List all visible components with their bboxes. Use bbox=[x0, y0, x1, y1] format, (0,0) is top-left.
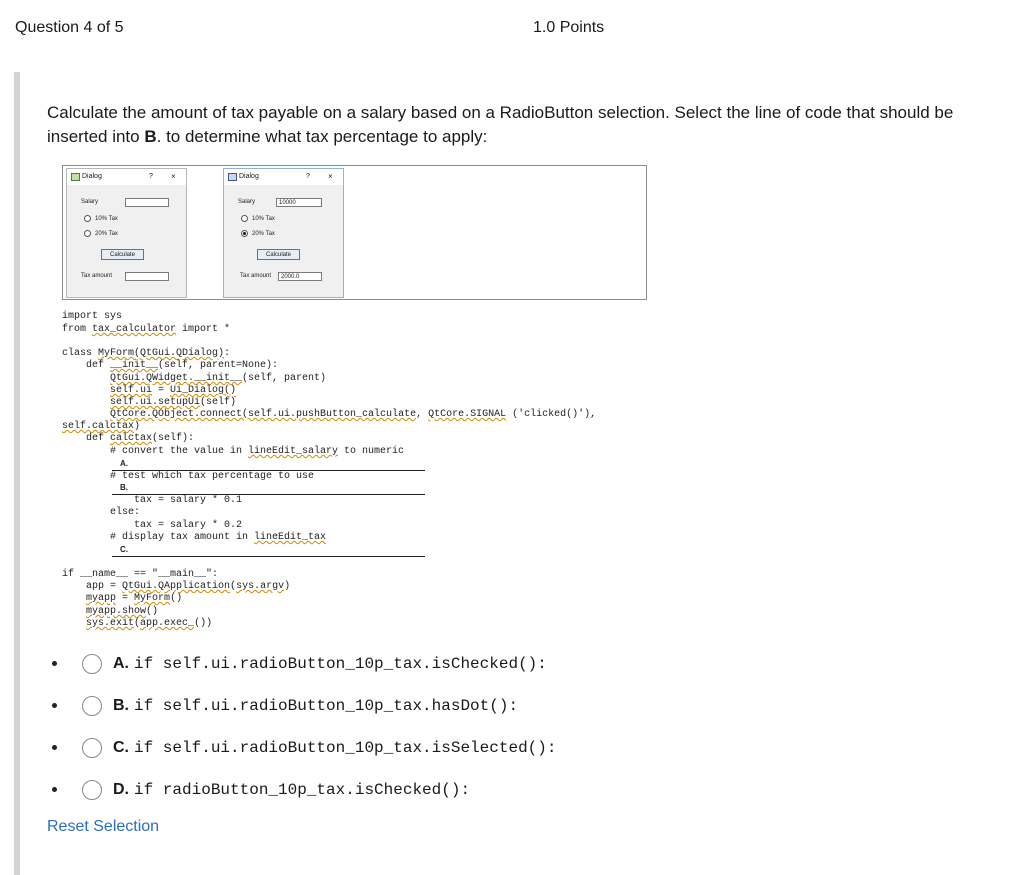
radio-20-tax-selected bbox=[241, 230, 248, 237]
dialog-title: Dialog bbox=[82, 173, 102, 180]
option-code: if radioButton_10p_tax.isChecked(): bbox=[134, 781, 471, 799]
radio-20-tax-label: 20% Tax bbox=[252, 231, 275, 237]
question-number: Question 4 of 5 bbox=[15, 19, 124, 36]
answer-option-a[interactable] bbox=[0, 649, 700, 679]
radio-10-tax bbox=[241, 215, 248, 222]
answer-option-c[interactable] bbox=[0, 733, 700, 763]
salary-label: Salary bbox=[238, 199, 256, 205]
tax-amount-label: Tax amount bbox=[240, 273, 272, 279]
salary-input: 10000 bbox=[276, 198, 322, 207]
tax-amount-input bbox=[125, 272, 169, 281]
code-line: def __init__(self, parent=None): bbox=[62, 360, 279, 371]
prompt-bold-ref: B bbox=[144, 127, 157, 146]
option-d-radio[interactable] bbox=[82, 780, 102, 800]
salary-input bbox=[125, 198, 169, 207]
question-prompt bbox=[47, 101, 967, 149]
bullet-icon bbox=[52, 745, 57, 750]
dialog-titlebar bbox=[224, 169, 343, 185]
radio-20-tax bbox=[84, 230, 91, 237]
option-code: if self.ui.radioButton_10p_tax.hasDot(): bbox=[134, 697, 519, 715]
option-letter: B. bbox=[113, 697, 129, 714]
option-code: if self.ui.radioButton_10p_tax.isSelected(): bbox=[134, 739, 557, 757]
blank-label-a: A. bbox=[120, 459, 128, 468]
option-b-radio[interactable] bbox=[82, 696, 102, 716]
radio-10-tax-label: 10% Tax bbox=[252, 216, 275, 222]
code-line: tax = salary * 0.1 bbox=[62, 495, 243, 506]
code-line: app = QtGui.QApplication(sys.argv) bbox=[62, 581, 291, 592]
code-line: self.ui = Ui_Dialog() bbox=[110, 385, 237, 396]
code-line: class MyForm(QtGui.QDialog): bbox=[62, 348, 231, 359]
bullet-icon bbox=[52, 787, 57, 792]
help-icon: ? bbox=[149, 173, 153, 180]
option-code: if self.ui.radioButton_10p_tax.isChecked(): bbox=[134, 655, 547, 673]
blank-label-b: B. bbox=[120, 483, 128, 492]
reset-selection-link[interactable]: Reset Selection bbox=[47, 818, 160, 835]
option-letter: D. bbox=[113, 781, 129, 798]
calculate-button: Calculate bbox=[101, 249, 144, 260]
close-icon: × bbox=[328, 172, 333, 181]
bullet-icon bbox=[52, 661, 57, 666]
code-line: myapp = MyForm() bbox=[86, 593, 183, 604]
calculate-button: Calculate bbox=[257, 249, 300, 260]
code-line: from tax_calculator import * bbox=[62, 324, 231, 335]
blank-line-c bbox=[112, 556, 425, 557]
code-line: myapp.show() bbox=[86, 606, 159, 617]
option-a-radio[interactable] bbox=[82, 654, 102, 674]
help-icon: ? bbox=[306, 173, 310, 180]
answer-option-b[interactable] bbox=[0, 691, 700, 721]
option-letter: A. bbox=[113, 655, 129, 672]
code-line: QtGui.QWidget.__init__(self, parent) bbox=[110, 373, 327, 384]
radio-10-tax-label: 10% Tax bbox=[95, 216, 118, 222]
question-points: 1.0 Points bbox=[533, 19, 605, 36]
dialog-filled bbox=[223, 168, 344, 298]
option-c-radio[interactable] bbox=[82, 738, 102, 758]
tax-amount-label: Tax amount bbox=[81, 273, 113, 279]
radio-10-tax bbox=[84, 215, 91, 222]
code-line: # convert the value in lineEdit_salary to numeric bbox=[62, 446, 405, 457]
answer-option-d[interactable] bbox=[0, 775, 700, 805]
code-line: else: bbox=[62, 507, 141, 518]
blank-label-c: C. bbox=[120, 545, 128, 554]
radio-20-tax-label: 20% Tax bbox=[95, 231, 118, 237]
dialog-title: Dialog bbox=[239, 173, 259, 180]
code-line: import sys bbox=[62, 311, 123, 322]
code-line: sys.exit(app.exec_()) bbox=[86, 618, 213, 629]
code-line: # display tax amount in lineEdit_tax bbox=[62, 532, 327, 543]
dialog-app-icon bbox=[71, 173, 80, 181]
code-line: self.calctax) bbox=[62, 421, 141, 432]
code-line: if __name__ == "__main__": bbox=[62, 569, 219, 580]
prompt-text-end: . to determine what tax percentage to apply: bbox=[156, 127, 488, 146]
option-letter: C. bbox=[113, 739, 129, 756]
code-line: QtCore.QObject.connect(self.ui.pushButton_calculate, QtCore.SIGNAL ('clicked()'), bbox=[110, 409, 597, 420]
prompt-text: Calculate the amount of tax payable on a salary based on a RadioButton selection. Select the line of code that should be inserted into bbox=[47, 103, 954, 146]
salary-label: Salary bbox=[81, 199, 99, 205]
dialog-titlebar bbox=[67, 169, 186, 185]
tax-amount-input: 2000.0 bbox=[278, 272, 322, 281]
bullet-icon bbox=[52, 703, 57, 708]
dialog-empty bbox=[66, 168, 187, 298]
code-line: tax = salary * 0.2 bbox=[62, 520, 243, 531]
dialog-screenshot-figure bbox=[62, 165, 647, 300]
question-header bbox=[0, 0, 1024, 56]
dialog-app-icon bbox=[228, 173, 237, 181]
code-line: self.ui.setupUi(self) bbox=[110, 397, 237, 408]
close-icon: × bbox=[171, 172, 176, 181]
code-line: def calctax(self): bbox=[62, 433, 195, 444]
code-line: # test which tax percentage to use bbox=[62, 471, 315, 482]
